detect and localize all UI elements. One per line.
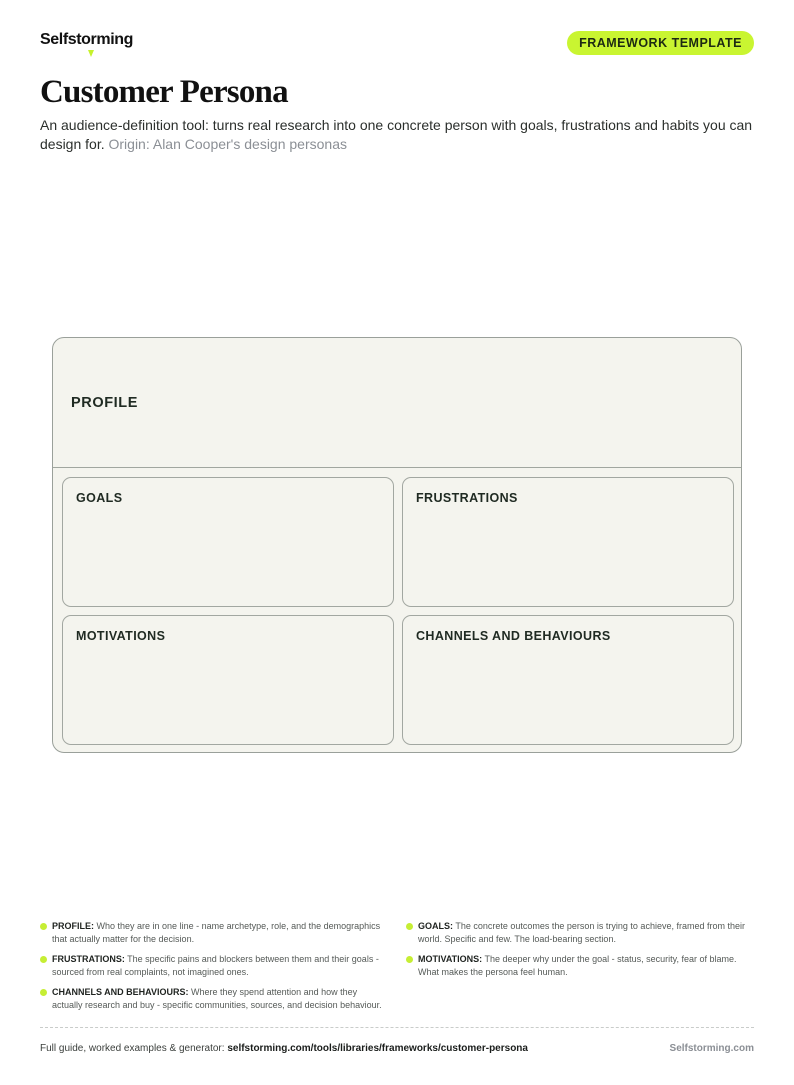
footer-divider xyxy=(40,1027,754,1028)
brand-logo[interactable]: Selfstorming xyxy=(40,31,133,48)
legend-text: Where they spend attention and how they actually research and buy - specific communities, sources, and decision behaviour. xyxy=(52,987,382,1010)
legend-key: FRUSTRATIONS: xyxy=(52,954,125,964)
profile-label: PROFILE xyxy=(71,395,139,411)
channels-section[interactable] xyxy=(402,615,734,745)
page-title: Customer Persona xyxy=(40,74,288,110)
legend-item-channels xyxy=(40,986,390,1011)
subtitle-origin: Origin: Alan Cooper's design personas xyxy=(108,136,347,152)
legend-key: GOALS: xyxy=(418,921,453,931)
framework-template-badge: FRAMEWORK TEMPLATE xyxy=(567,31,754,55)
footer-prefix: Full guide, worked examples & generator: xyxy=(40,1043,225,1054)
frustrations-label: FRUSTRATIONS xyxy=(416,491,518,505)
logo-bolt-icon xyxy=(88,50,94,57)
legend-text: The concrete outcomes the person is trying to achieve, framed from their world. Specific and few. The load-bearing section. xyxy=(418,921,745,944)
channels-label: CHANNELS AND BEHAVIOURS xyxy=(416,629,611,643)
footer-brand-link[interactable]: Selfstorming.com xyxy=(669,1043,754,1054)
legend-key: PROFILE: xyxy=(52,921,94,931)
goals-section[interactable] xyxy=(62,477,394,607)
motivations-label: MOTIVATIONS xyxy=(76,629,166,643)
legend-item-profile xyxy=(40,920,390,945)
page-subtitle xyxy=(40,116,760,154)
footer-url-link[interactable]: selfstorming.com/tools/libraries/frameworks/customer-persona xyxy=(227,1043,528,1054)
legend-item-frustrations xyxy=(40,953,390,978)
legend-key: CHANNELS AND BEHAVIOURS: xyxy=(52,987,189,997)
legend-key: MOTIVATIONS: xyxy=(418,954,483,964)
legend-text: The specific pains and blockers between them and their goals - sourced from real complaints, not imagined ones. xyxy=(52,954,379,977)
legend-text: Who they are in one line - name archetype, role, and the demographics that actually matter for the decision. xyxy=(52,921,381,944)
legend-item-goals xyxy=(406,920,756,945)
subtitle-text: An audience-definition tool: turns real research into one concrete person with goals, frustrations and habits you can design for. xyxy=(40,117,753,152)
legend-item-motivations xyxy=(406,953,756,978)
profile-section[interactable] xyxy=(53,338,741,468)
legend-text: The deeper why under the goal - status, security, fear of blame. What makes the persona feel human. xyxy=(418,954,737,977)
persona-canvas xyxy=(52,337,742,753)
footer-guide xyxy=(40,1043,528,1054)
goals-label: GOALS xyxy=(76,491,123,505)
motivations-section[interactable] xyxy=(62,615,394,745)
frustrations-section[interactable] xyxy=(402,477,734,607)
